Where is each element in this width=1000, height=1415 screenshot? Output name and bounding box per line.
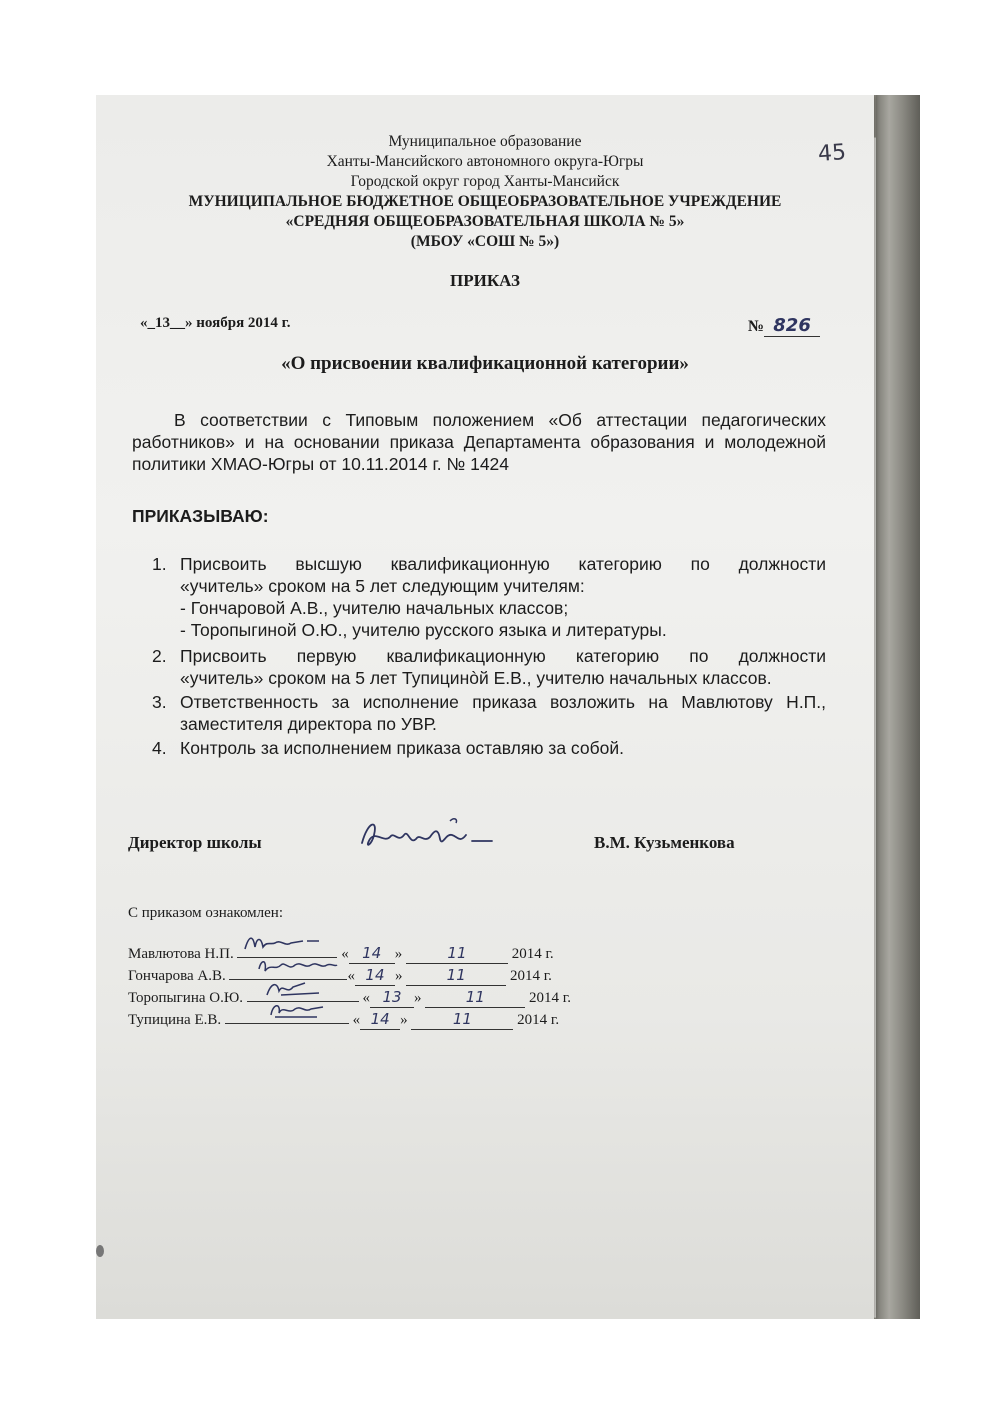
ack-name: Тупицина Е.В.	[128, 1012, 222, 1028]
order-title: «О присвоении квалификационной категории»	[281, 353, 689, 374]
preamble-line-1: В соответствии с Типовым положением «Об аттестации педагогических	[174, 410, 826, 430]
ack-day: 13	[370, 987, 414, 1008]
item-1-line-2: «учитель» сроком на 5 лет следующим учителям:	[180, 576, 585, 596]
ack-name: Гончарова А.В.	[128, 968, 226, 984]
item-number: 3.	[152, 692, 167, 712]
header-line-5: «СРЕДНЯЯ ОБЩЕОБРАЗОВАТЕЛЬНАЯ ШКОЛА № 5»	[285, 213, 685, 230]
ack-signature	[225, 1007, 349, 1024]
director-signature	[354, 813, 504, 863]
acknowledgement-row: Мавлютова Н.П. « 14 » 11 2014 г.	[128, 941, 554, 964]
preamble-line-3: политики ХМАО-Югры от 10.11.2014 г. № 1424	[132, 454, 510, 474]
ack-year: 2014 г.	[529, 990, 571, 1006]
director-name: В.М. Кузьменкова	[594, 833, 735, 852]
item-number: 2.	[152, 646, 167, 666]
item-2-line-1: Присвоить первую квалификационную категорию по должности	[180, 646, 826, 666]
ack-day: 14	[360, 1009, 400, 1030]
acknowledged-label: С приказом ознакомлен:	[128, 905, 284, 921]
ack-year: 2014 г.	[511, 946, 554, 962]
acknowledgement-row: Гончарова А.В. « 14 » 11 2014 г.	[128, 963, 552, 986]
item-number: 1.	[152, 554, 167, 574]
header-line-3: Городской округ город Ханты-Мансийск	[350, 173, 620, 190]
number-label: №	[748, 318, 765, 335]
item-1-line-3: - Гончаровой А.В., учителю начальных классов;	[180, 598, 569, 618]
item-4-line-1: Контроль за исполнением приказа оставляю за собой.	[180, 738, 624, 758]
document-page	[96, 95, 874, 1319]
preamble-line-2: работников» и на основании приказа Департамента образования и молодежной	[132, 432, 826, 452]
ack-name: Мавлютова Н.П.	[128, 946, 234, 962]
item-1-line-1: Присвоить высшую квалификационную категорию по должности	[180, 554, 826, 574]
order-word: ПРИКАЗЫВАЮ:	[132, 506, 269, 526]
acknowledgement-row: Торопыгина О.Ю. « 13 » 11 2014 г.	[128, 985, 571, 1008]
item-3-line-1: Ответственность за исполнение приказа возложить на Мавлютову Н.П.,	[180, 692, 826, 712]
ack-day: 14	[355, 965, 395, 986]
ack-year: 2014 г.	[517, 1012, 560, 1028]
ack-day: 14	[349, 943, 395, 964]
header-line-4: МУНИЦИПАЛЬНОЕ БЮДЖЕТНОЕ ОБЩЕОБРАЗОВАТЕЛЬНОЕ УЧРЕЖДЕНИЕ	[188, 193, 782, 210]
document-photo	[96, 95, 920, 1319]
order-date: «_13__» ноября 2014 г.	[140, 315, 291, 331]
ack-month: 11	[406, 965, 506, 986]
ack-month: 11	[411, 1009, 513, 1030]
header-line-1: Муниципальное образование	[388, 133, 582, 150]
item-number: 4.	[152, 738, 167, 758]
ack-month: 11	[425, 987, 525, 1008]
page-number: 45	[817, 140, 847, 167]
acknowledgement-row: Тупицина Е.В. « 14 » 11 2014 г.	[128, 1007, 559, 1030]
number-value: 826	[764, 315, 820, 337]
ack-name: Торопыгина О.Ю.	[128, 990, 244, 1006]
header-line-6: (МБОУ «СОШ № 5»)	[410, 233, 560, 250]
ack-year: 2014 г.	[509, 968, 552, 984]
ack-month: 11	[406, 943, 508, 964]
binder-hole	[96, 1245, 104, 1257]
order-number	[748, 315, 820, 337]
header-line-2: Ханты-Мансийского автономного округа-Югры	[326, 153, 644, 170]
director-label: Директор школы	[128, 833, 262, 852]
item-3-line-2: заместителя директора по УВР.	[180, 714, 437, 734]
item-1-line-4: - Торопыгиной О.Ю., учителю русского языка и литературы.	[180, 620, 667, 640]
doc-type-heading: ПРИКАЗ	[450, 271, 520, 290]
folder-edge	[876, 95, 920, 1319]
item-2-line-2: «учитель» сроком на 5 лет Тупицинòй Е.В., учителю начальных классов.	[180, 668, 772, 688]
